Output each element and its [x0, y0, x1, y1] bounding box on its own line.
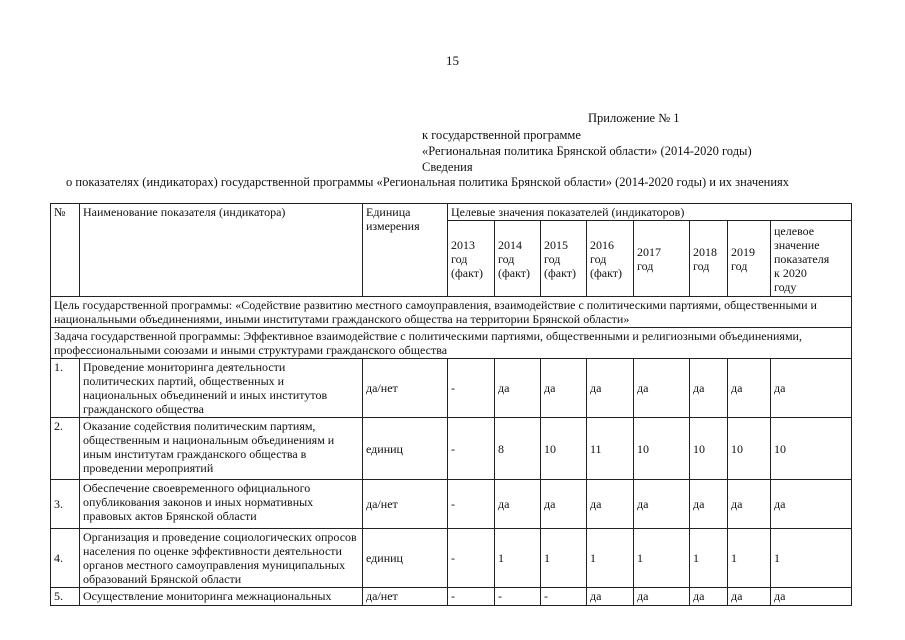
program-goal: Цель государственной программы: «Содействие развитию местного самоуправления, взаимодействие с политическими партиями, общественными и национальными объединениями, иными институтами гражданского общества на территории Брянской области» — [51, 297, 852, 328]
table-row — [51, 588, 852, 606]
indicator-value: 1 — [634, 529, 690, 588]
row-number: 2. — [51, 418, 80, 480]
indicator-value: - — [541, 588, 587, 606]
indicator-value: - — [448, 480, 495, 529]
header-year-line: (факт) — [451, 265, 484, 280]
program-task: Задача государственной программы: Эффективное взаимодействие с политическими партиями, общественными и религиозными объединениями, профессиональными союзами и иными структурами гражданского общества — [51, 328, 852, 359]
table-row — [51, 359, 852, 418]
indicator-unit: единиц — [363, 418, 448, 480]
indicator-name: Осуществление мониторинга межнациональных — [80, 588, 363, 606]
header-year-line: 2013 — [451, 237, 475, 252]
header-year-2 — [541, 221, 587, 297]
indicator-value: да — [690, 480, 728, 529]
header-year-line: год — [544, 251, 561, 266]
page-number: 15 — [446, 53, 459, 68]
appendix-line-2: «Региональная политика Брянской области» (2014-2020 годы) — [422, 144, 752, 158]
indicator-value: да — [541, 359, 587, 418]
indicator-value: - — [448, 359, 495, 418]
header-year-line: (факт) — [590, 265, 623, 280]
indicator-unit: да/нет — [363, 359, 448, 418]
header-year-6 — [728, 221, 771, 297]
header-year-line: 2015 — [544, 237, 568, 252]
indicator-value: да — [728, 588, 771, 606]
indicator-value: - — [495, 588, 541, 606]
header-year-line: год — [693, 258, 710, 273]
header-year-7 — [771, 221, 852, 297]
header-year-line: год — [637, 258, 654, 273]
appendix-line-1: к государственной программе — [422, 128, 581, 142]
indicator-value: да — [728, 359, 771, 418]
header-number: № — [51, 204, 80, 297]
indicator-value: да — [587, 480, 634, 529]
indicator-value: да — [634, 588, 690, 606]
appendix-title: Приложение № 1 — [588, 111, 680, 125]
header-year-line: к 2020 — [774, 265, 807, 280]
row-number: 3. — [51, 480, 80, 529]
header-year-line: 2016 — [590, 237, 614, 252]
header-year-line: год — [590, 251, 607, 266]
indicator-value: 10 — [634, 418, 690, 480]
indicator-value: да — [690, 588, 728, 606]
indicator-value: 1 — [771, 529, 852, 588]
table-row — [51, 418, 852, 480]
indicator-value: 1 — [587, 529, 634, 588]
goal-row — [51, 297, 852, 328]
header-year-line: год — [731, 258, 748, 273]
indicator-value: - — [448, 418, 495, 480]
indicator-value: - — [448, 588, 495, 606]
document-subtitle: о показателях (индикаторах) государственной программы «Региональная политика Брянской области» (2014-2020 годы) и их значениях — [66, 175, 790, 189]
indicator-value: 1 — [690, 529, 728, 588]
header-year-line: год — [498, 251, 515, 266]
header-year-line: (факт) — [498, 265, 531, 280]
indicator-value: да — [495, 359, 541, 418]
header-year-0 — [448, 221, 495, 297]
indicator-value: да — [690, 359, 728, 418]
indicator-value: 10 — [541, 418, 587, 480]
task-row — [51, 328, 852, 359]
row-number: 5. — [51, 588, 80, 606]
indicator-value: - — [448, 529, 495, 588]
indicator-value: 1 — [541, 529, 587, 588]
indicator-value: 10 — [690, 418, 728, 480]
appendix-line-3: Сведения — [422, 160, 473, 174]
header-year-line: 2018 — [693, 244, 717, 259]
header-year-line: 2014 — [498, 237, 522, 252]
indicator-value: да — [771, 480, 852, 529]
indicator-value: 1 — [495, 529, 541, 588]
indicator-value: да — [587, 588, 634, 606]
header-row-top — [51, 204, 852, 221]
indicator-value: 10 — [771, 418, 852, 480]
header-year-line: год — [451, 251, 468, 266]
header-year-line: году — [774, 279, 797, 294]
header-year-line: значение — [774, 237, 820, 252]
indicator-unit: да/нет — [363, 588, 448, 606]
indicator-value: да — [587, 359, 634, 418]
indicators-table-body — [51, 204, 852, 606]
indicator-value: 10 — [728, 418, 771, 480]
indicator-value: да — [541, 480, 587, 529]
indicator-value: да — [771, 588, 852, 606]
header-year-3 — [587, 221, 634, 297]
header-year-1 — [495, 221, 541, 297]
indicator-name: Проведение мониторинга деятельности политических партий, общественных и национальных объединений и иных институтов гражданского общества — [80, 359, 363, 418]
header-year-line: показателя — [774, 251, 830, 266]
indicator-value: 8 — [495, 418, 541, 480]
header-year-4 — [634, 221, 690, 297]
indicator-value: 11 — [587, 418, 634, 480]
indicator-value: да — [771, 359, 852, 418]
indicator-unit: да/нет — [363, 480, 448, 529]
indicators-table — [50, 203, 852, 606]
indicator-value: да — [634, 480, 690, 529]
indicator-value: 1 — [728, 529, 771, 588]
header-year-line: целевое — [774, 223, 815, 238]
indicator-value: да — [728, 480, 771, 529]
indicator-name: Обеспечение своевременного официального опубликования законов и иных нормативных правовых актов Брянской области — [80, 480, 363, 529]
table-row — [51, 480, 852, 529]
row-number: 4. — [51, 529, 80, 588]
header-year-line: 2017 — [637, 244, 661, 259]
header-target-values: Целевые значения показателей (индикаторов) — [448, 204, 852, 221]
header-year-line: 2019 — [731, 244, 755, 259]
header-year-line: (факт) — [544, 265, 577, 280]
indicator-unit: единиц — [363, 529, 448, 588]
indicator-value: да — [495, 480, 541, 529]
indicator-name: Организация и проведение социологических опросов населения по оценке эффективности деятельности органов местного самоуправления муниципальных образований Брянской области — [80, 529, 363, 588]
indicator-value: да — [634, 359, 690, 418]
header-year-5 — [690, 221, 728, 297]
header-indicator-name: Наименование показателя (индикатора) — [80, 204, 363, 297]
indicator-name: Оказание содействия политическим партиям, общественным и национальным объединениям и иным институтам гражданского общества в проведении мероприятий — [80, 418, 363, 480]
table-row — [51, 529, 852, 588]
row-number: 1. — [51, 359, 80, 418]
header-unit: Единица измерения — [363, 204, 448, 297]
